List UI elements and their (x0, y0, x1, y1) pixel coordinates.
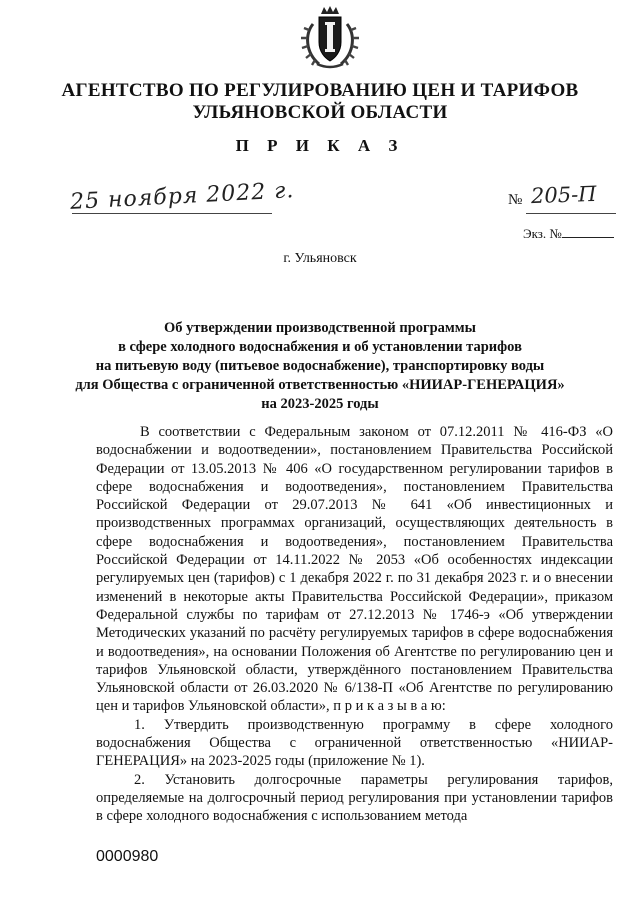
document-serial-code: 0000980 (96, 848, 159, 865)
heading-line: на питьевую воду (питьевое водоснабжение), транспортировку воды (95, 358, 545, 374)
order-number-label: № (508, 192, 523, 208)
heading-line: на 2023-2025 годы (261, 396, 379, 412)
order-heading (60, 319, 580, 414)
coat-of-arms-icon (299, 4, 361, 70)
copy-number-label: Экз. № (523, 226, 562, 241)
number-underline (526, 213, 616, 214)
copy-number (523, 225, 614, 242)
order-body (96, 423, 613, 826)
city: г. Ульяновск (283, 251, 357, 266)
order-item-2: 2. Установить долгосрочные параметры регулирования тарифов, определяемые на долгосрочный период регулирования при установлении тарифов в сфере холодного водоснабжения с использованием метода (96, 771, 613, 825)
handwritten-order-number: 205-П (530, 181, 597, 209)
agency-name-line2: УЛЬЯНОВСКОЙ ОБЛАСТИ (192, 102, 448, 123)
heading-line: в сфере холодного водоснабжения и об установлении тарифов (118, 339, 522, 355)
copy-number-blank (562, 225, 614, 238)
date-underline (72, 213, 272, 214)
preamble-paragraph: В соответствии с Федеральным законом от 07.12.2011 № 416-ФЗ «О водоснабжении и водоотведении», постановлением Правительства Российской Федерации от 13.05.2013 № 406 «О государственном регулировании тарифов в сфере водоснабжения и водоотведения», постановлением Правительства Российской Федерации от 29.07.2013 № 641 «Об инвестиционных и производственных программах организаций, осуществляющих деятельность в сфере водоснабжения и водоотведения», постановлением Правительства Российской Федерации от 14.11.2022 № 2053 «Об особенностях индексации регулируемых цен (тарифов) с 1 декабря 2022 г. по 31 декабря 2023 г. и о внесении изменений в некоторые акты Правительства Российской Федерации», приказом Федеральной службы по тарифам от 27.12.2013 № 1746-э «Об утверждении Методических указаний по расчёту регулируемых тарифов в сфере водоснабжения и водоотведения», на основании Положения об Агентстве по регулированию цен и тарифов Ульяновской области, утверждённого постановлением Правительства Ульяновской области от 26.03.2020 № 6/138-П «Об Агентстве по регулированию цен и тарифов Ульяновской области», п р и к а з ы в а ю: (96, 424, 613, 715)
order-item-1: 1. Утвердить производственную программу в сфере холодного водоснабжения Общества с ограниченной ответственностью «НИИАР-ГЕНЕРАЦИЯ» на 2023-2025 годы (приложение № 1). (96, 716, 613, 770)
heading-line: для Общества с ограниченной ответственностью «НИИАР-ГЕНЕРАЦИЯ» (75, 377, 565, 393)
order-title: П Р И К А З (235, 136, 405, 155)
heading-line: Об утверждении производственной программы (164, 320, 476, 336)
handwritten-date: 25 ноября 2022 г. (69, 178, 295, 215)
agency-name-line1: АГЕНТСТВО ПО РЕГУЛИРОВАНИЮ ЦЕН И ТАРИФОВ (61, 80, 579, 101)
